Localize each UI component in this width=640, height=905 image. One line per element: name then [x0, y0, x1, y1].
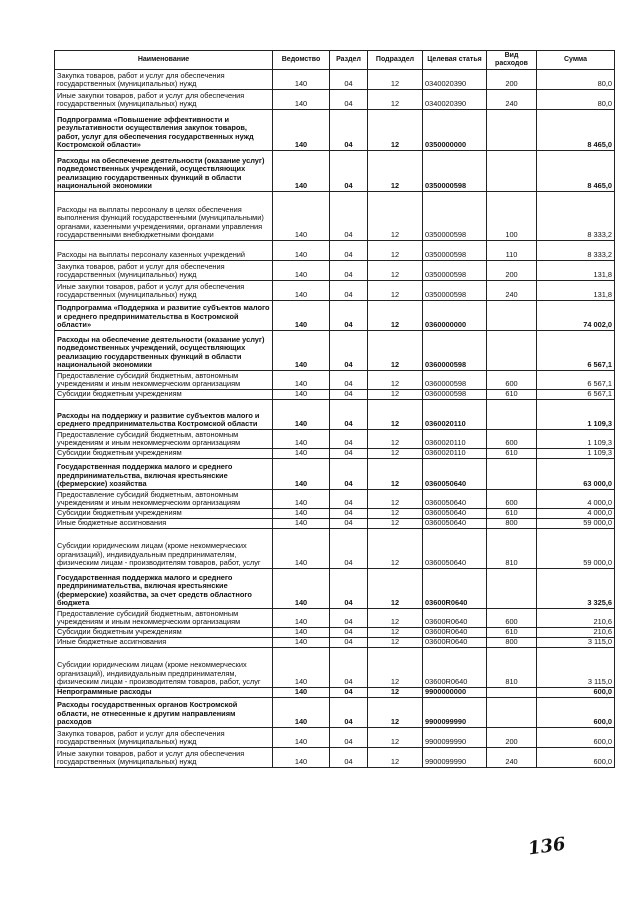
table-row [55, 509, 615, 519]
cell-sum: 4 000,0 [537, 490, 615, 509]
cell-exptype [487, 698, 537, 728]
table-row [55, 261, 615, 281]
cell-sum: 3 325,6 [537, 569, 615, 609]
cell-dept: 140 [273, 331, 330, 371]
cell-target: 03600R0640 [423, 638, 487, 648]
cell-sum: 600,0 [537, 698, 615, 728]
cell-name: Расходы на выплаты персоналу казенных учреждений [55, 241, 273, 261]
table-row [55, 241, 615, 261]
cell-exptype [487, 688, 537, 698]
cell-name: Расходы на обеспечение деятельности (оказание услуг) подведомственных учреждений, осуществляющих реализацию государственных функций в области национальной экономики [55, 331, 273, 371]
cell-name: Иные бюджетные ассигнования [55, 519, 273, 529]
cell-target: 0360000598 [423, 390, 487, 400]
cell-sum: 59 000,0 [537, 519, 615, 529]
cell-section: 04 [330, 430, 368, 449]
header-subsection: Подраздел [368, 51, 423, 70]
cell-subsection: 12 [368, 459, 423, 490]
cell-sum: 63 000,0 [537, 459, 615, 490]
cell-subsection: 12 [368, 609, 423, 628]
cell-sum: 210,6 [537, 628, 615, 638]
cell-subsection: 12 [368, 638, 423, 648]
cell-section: 04 [330, 90, 368, 110]
cell-subsection: 12 [368, 70, 423, 90]
cell-target: 0350000598 [423, 192, 487, 241]
cell-exptype: 240 [487, 748, 537, 768]
cell-section: 04 [330, 509, 368, 519]
cell-exptype: 800 [487, 638, 537, 648]
cell-sum: 210,6 [537, 609, 615, 628]
table-row [55, 638, 615, 648]
cell-name: Субсидии бюджетным учреждениям [55, 509, 273, 519]
cell-target: 03600R0640 [423, 628, 487, 638]
cell-sum: 6 567,1 [537, 371, 615, 390]
cell-section: 04 [330, 281, 368, 301]
cell-name: Иные закупки товаров, работ и услуг для обеспечения государственных (муниципальных) нужд [55, 90, 273, 110]
cell-dept: 140 [273, 151, 330, 192]
cell-name: Субсидии бюджетным учреждениям [55, 449, 273, 459]
cell-dept: 140 [273, 110, 330, 151]
budget-table [54, 50, 615, 768]
cell-section: 04 [330, 569, 368, 609]
cell-exptype [487, 331, 537, 371]
table-row [55, 728, 615, 748]
cell-exptype: 810 [487, 529, 537, 569]
cell-section: 04 [330, 490, 368, 509]
cell-section: 04 [330, 728, 368, 748]
cell-dept: 140 [273, 70, 330, 90]
table-row [55, 331, 615, 371]
cell-name: Предоставление субсидий бюджетным, автономным учреждениям и иным некоммерческим организациям [55, 371, 273, 390]
cell-sum: 80,0 [537, 70, 615, 90]
cell-section: 04 [330, 628, 368, 638]
cell-sum: 8 465,0 [537, 151, 615, 192]
header-sum: Сумма [537, 51, 615, 70]
cell-subsection: 12 [368, 331, 423, 371]
cell-section: 04 [330, 748, 368, 768]
cell-target: 0360000598 [423, 331, 487, 371]
cell-exptype: 200 [487, 728, 537, 748]
cell-section: 04 [330, 609, 368, 628]
cell-sum: 59 000,0 [537, 529, 615, 569]
cell-exptype: 240 [487, 281, 537, 301]
cell-target: 0360050640 [423, 529, 487, 569]
cell-section: 04 [330, 638, 368, 648]
cell-name: Государственная поддержка малого и среднего предпринимательства, включая крестьянские (фермерские) хозяйства [55, 459, 273, 490]
table-row [55, 529, 615, 569]
cell-subsection: 12 [368, 698, 423, 728]
cell-section: 04 [330, 331, 368, 371]
cell-name: Расходы на выплаты персоналу в целях обеспечения выполнения функций государственными (муниципальными) органами, казенными учреждениями, органами управления государственными внебюджетными фондами [55, 192, 273, 241]
cell-section: 04 [330, 688, 368, 698]
cell-exptype: 610 [487, 449, 537, 459]
table-row [55, 609, 615, 628]
cell-section: 04 [330, 390, 368, 400]
cell-exptype: 800 [487, 519, 537, 529]
cell-exptype [487, 569, 537, 609]
cell-exptype: 100 [487, 192, 537, 241]
cell-section: 04 [330, 698, 368, 728]
cell-section: 04 [330, 371, 368, 390]
cell-name: Предоставление субсидий бюджетным, автономным учреждениям и иным некоммерческим организациям [55, 609, 273, 628]
page-number: 136 [526, 833, 567, 860]
cell-section: 04 [330, 192, 368, 241]
table-row [55, 301, 615, 331]
cell-section: 04 [330, 459, 368, 490]
cell-subsection: 12 [368, 90, 423, 110]
cell-target: 03600R0640 [423, 609, 487, 628]
cell-name: Закупка товаров, работ и услуг для обеспечения государственных (муниципальных) нужд [55, 70, 273, 90]
table-row [55, 519, 615, 529]
cell-name: Расходы на обеспечение деятельности (оказание услуг) подведомственных учреждений, осуществляющих реализацию государственных функций в области национальной экономики [55, 151, 273, 192]
cell-dept: 140 [273, 301, 330, 331]
cell-target: 9900099990 [423, 748, 487, 768]
cell-subsection: 12 [368, 281, 423, 301]
cell-name: Иные закупки товаров, работ и услуг для обеспечения государственных (муниципальных) нужд [55, 281, 273, 301]
cell-target: 0360000000 [423, 301, 487, 331]
cell-exptype [487, 301, 537, 331]
cell-subsection: 12 [368, 628, 423, 638]
cell-exptype: 240 [487, 90, 537, 110]
cell-name: Расходы на поддержку и развитие субъектов малого и среднего предпринимательства Костромской области [55, 400, 273, 430]
cell-sum: 80,0 [537, 90, 615, 110]
table-row [55, 110, 615, 151]
cell-dept: 140 [273, 648, 330, 688]
header-name: Наименование [55, 51, 273, 70]
cell-sum: 131,8 [537, 261, 615, 281]
cell-name: Расходы государственных органов Костромской области, не отнесенные к другим направлениям расходов [55, 698, 273, 728]
table-row [55, 390, 615, 400]
cell-name: Иные бюджетные ассигнования [55, 638, 273, 648]
cell-dept: 140 [273, 748, 330, 768]
header-section: Раздел [330, 51, 368, 70]
cell-subsection: 12 [368, 301, 423, 331]
cell-section: 04 [330, 449, 368, 459]
cell-section: 04 [330, 519, 368, 529]
cell-subsection: 12 [368, 728, 423, 748]
cell-exptype: 610 [487, 628, 537, 638]
cell-dept: 140 [273, 609, 330, 628]
cell-section: 04 [330, 648, 368, 688]
cell-target: 0350000598 [423, 151, 487, 192]
table-row [55, 151, 615, 192]
table-row [55, 688, 615, 698]
cell-exptype: 600 [487, 490, 537, 509]
cell-dept: 140 [273, 241, 330, 261]
cell-section: 04 [330, 110, 368, 151]
table-row [55, 698, 615, 728]
table-row [55, 648, 615, 688]
table-row [55, 628, 615, 638]
table-row [55, 569, 615, 609]
cell-exptype: 600 [487, 430, 537, 449]
cell-dept: 140 [273, 728, 330, 748]
cell-dept: 140 [273, 459, 330, 490]
cell-exptype: 600 [487, 371, 537, 390]
table-row [55, 430, 615, 449]
cell-target: 9900099990 [423, 728, 487, 748]
cell-section: 04 [330, 400, 368, 430]
header-dept: Ведомство [273, 51, 330, 70]
cell-name: Государственная поддержка малого и среднего предпринимательства, включая крестьянские (фермерские) хозяйства, за счет средств областного бюджета [55, 569, 273, 609]
cell-dept: 140 [273, 390, 330, 400]
cell-dept: 140 [273, 192, 330, 241]
cell-target: 0350000598 [423, 241, 487, 261]
table-header-row [55, 51, 615, 70]
cell-dept: 140 [273, 638, 330, 648]
cell-sum: 600,0 [537, 688, 615, 698]
table-row [55, 70, 615, 90]
cell-subsection: 12 [368, 519, 423, 529]
cell-exptype [487, 110, 537, 151]
cell-target: 9900099990 [423, 698, 487, 728]
cell-subsection: 12 [368, 400, 423, 430]
cell-target: 0360050640 [423, 509, 487, 519]
cell-dept: 140 [273, 688, 330, 698]
cell-name: Иные закупки товаров, работ и услуг для обеспечения государственных (муниципальных) нужд [55, 748, 273, 768]
cell-sum: 4 000,0 [537, 509, 615, 519]
cell-sum: 1 109,3 [537, 430, 615, 449]
cell-name: Субсидии юридическим лицам (кроме некоммерческих организаций), индивидуальным предпринимателям, физическим лицам - производителям товаров, работ, услуг [55, 529, 273, 569]
cell-sum: 3 115,0 [537, 648, 615, 688]
cell-sum: 1 109,3 [537, 400, 615, 430]
cell-name: Подпрограмма «Поддержка и развитие субъектов малого и среднего предпринимательства в Костромской области» [55, 301, 273, 331]
table-row [55, 490, 615, 509]
cell-sum: 6 567,1 [537, 331, 615, 371]
cell-section: 04 [330, 151, 368, 192]
cell-sum: 74 002,0 [537, 301, 615, 331]
table-row [55, 400, 615, 430]
cell-sum: 131,8 [537, 281, 615, 301]
cell-section: 04 [330, 70, 368, 90]
cell-dept: 140 [273, 400, 330, 430]
cell-dept: 140 [273, 371, 330, 390]
cell-target: 0360050640 [423, 490, 487, 509]
cell-target: 0360050640 [423, 519, 487, 529]
cell-subsection: 12 [368, 390, 423, 400]
cell-target: 0350000000 [423, 110, 487, 151]
cell-subsection: 12 [368, 748, 423, 768]
cell-name: Закупка товаров, работ и услуг для обеспечения государственных (муниципальных) нужд [55, 261, 273, 281]
cell-name: Подпрограмма «Повышение эффективности и результативности осуществления закупок товаров, работ, услуг для обеспечения государственных нужд Костромской области» [55, 110, 273, 151]
cell-dept: 140 [273, 529, 330, 569]
cell-subsection: 12 [368, 688, 423, 698]
cell-dept: 140 [273, 261, 330, 281]
table-row [55, 192, 615, 241]
cell-dept: 140 [273, 509, 330, 519]
cell-sum: 6 567,1 [537, 390, 615, 400]
header-exptype: Вид расходов [487, 51, 537, 70]
cell-dept: 140 [273, 628, 330, 638]
table-row [55, 90, 615, 110]
cell-sum: 600,0 [537, 728, 615, 748]
cell-name: Субсидии бюджетным учреждениям [55, 628, 273, 638]
cell-target: 0360020110 [423, 400, 487, 430]
cell-target: 0360050640 [423, 459, 487, 490]
cell-target: 0360020110 [423, 449, 487, 459]
cell-sum: 8 333,2 [537, 192, 615, 241]
cell-dept: 140 [273, 281, 330, 301]
cell-subsection: 12 [368, 371, 423, 390]
cell-exptype: 600 [487, 609, 537, 628]
cell-dept: 140 [273, 490, 330, 509]
cell-subsection: 12 [368, 569, 423, 609]
cell-exptype [487, 400, 537, 430]
cell-target: 03600R0640 [423, 648, 487, 688]
cell-subsection: 12 [368, 529, 423, 569]
cell-name: Закупка товаров, работ и услуг для обеспечения государственных (муниципальных) нужд [55, 728, 273, 748]
cell-subsection: 12 [368, 648, 423, 688]
cell-subsection: 12 [368, 430, 423, 449]
cell-target: 0350000598 [423, 281, 487, 301]
header-target: Целевая статья [423, 51, 487, 70]
cell-exptype [487, 459, 537, 490]
cell-sum: 8 465,0 [537, 110, 615, 151]
cell-subsection: 12 [368, 192, 423, 241]
table-row [55, 459, 615, 490]
table-row [55, 371, 615, 390]
cell-section: 04 [330, 261, 368, 281]
cell-exptype [487, 151, 537, 192]
cell-sum: 1 109,3 [537, 449, 615, 459]
cell-subsection: 12 [368, 490, 423, 509]
table-row [55, 449, 615, 459]
cell-subsection: 12 [368, 241, 423, 261]
cell-sum: 8 333,2 [537, 241, 615, 261]
cell-name: Предоставление субсидий бюджетным, автономным учреждениям и иным некоммерческим организациям [55, 490, 273, 509]
cell-section: 04 [330, 241, 368, 261]
cell-target: 0340020390 [423, 90, 487, 110]
table-row [55, 748, 615, 768]
cell-exptype: 610 [487, 390, 537, 400]
cell-target: 0360020110 [423, 430, 487, 449]
cell-name: Непрограммные расходы [55, 688, 273, 698]
cell-subsection: 12 [368, 509, 423, 519]
cell-exptype: 110 [487, 241, 537, 261]
table-row [55, 281, 615, 301]
cell-sum: 3 115,0 [537, 638, 615, 648]
cell-dept: 140 [273, 449, 330, 459]
table-body [55, 70, 615, 768]
cell-target: 9900000000 [423, 688, 487, 698]
cell-exptype: 200 [487, 261, 537, 281]
cell-subsection: 12 [368, 110, 423, 151]
cell-subsection: 12 [368, 151, 423, 192]
cell-exptype: 810 [487, 648, 537, 688]
cell-exptype: 610 [487, 509, 537, 519]
cell-target: 0340020390 [423, 70, 487, 90]
cell-target: 03600R0640 [423, 569, 487, 609]
cell-section: 04 [330, 529, 368, 569]
cell-subsection: 12 [368, 261, 423, 281]
cell-sum: 600,0 [537, 748, 615, 768]
cell-subsection: 12 [368, 449, 423, 459]
cell-dept: 140 [273, 519, 330, 529]
cell-section: 04 [330, 301, 368, 331]
cell-dept: 140 [273, 90, 330, 110]
cell-target: 0360000598 [423, 371, 487, 390]
cell-dept: 140 [273, 569, 330, 609]
cell-dept: 140 [273, 430, 330, 449]
cell-dept: 140 [273, 698, 330, 728]
cell-name: Субсидии юридическим лицам (кроме некоммерческих организаций), индивидуальным предпринимателям, физическим лицам - производителям товаров, работ, услуг [55, 648, 273, 688]
cell-name: Субсидии бюджетным учреждениям [55, 390, 273, 400]
cell-name: Предоставление субсидий бюджетным, автономным учреждениям и иным некоммерческим организациям [55, 430, 273, 449]
cell-exptype: 200 [487, 70, 537, 90]
cell-target: 0350000598 [423, 261, 487, 281]
